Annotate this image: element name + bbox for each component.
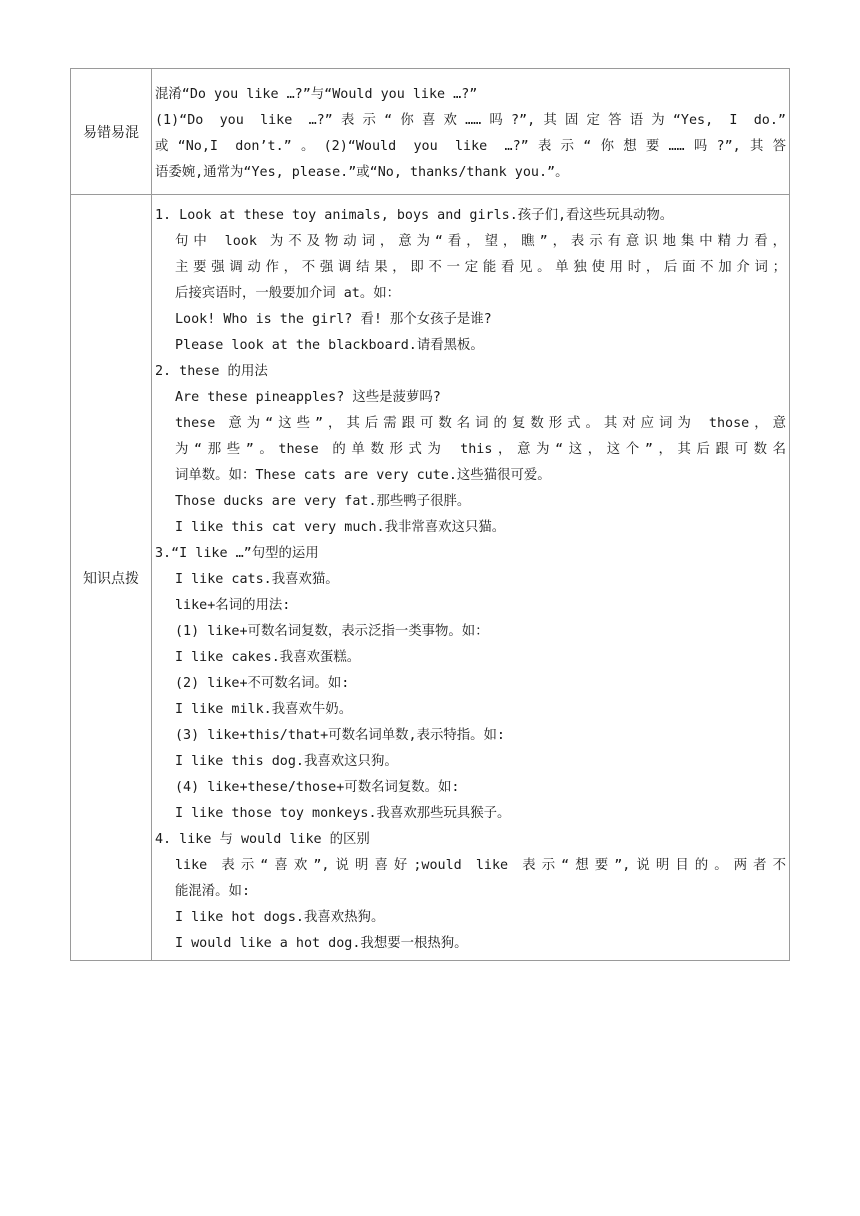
text-line: I like hot dogs.我喜欢热狗。	[175, 909, 385, 925]
text-line: Please look at the blackboard.请看黑板。	[175, 337, 484, 353]
text-line: 为“那些”。these 的单数形式为 this，意为“这，这个”，其后跟可数名	[175, 441, 786, 457]
text-line: 混淆“Do you like …?”与“Would you like …?”	[155, 86, 478, 102]
text-line: Look! Who is the girl? 看! 那个女孩子是谁?	[175, 311, 492, 327]
notes-table	[70, 68, 790, 961]
text-line: 后接宾语时，一般要加介词 at。如：	[175, 285, 401, 301]
text-line: (2) like+不可数名词。如:	[175, 675, 350, 691]
text-line: 语委婉,通常为“Yes, please.”或“No, thanks/thank you.”。	[155, 164, 569, 180]
text-line: 2. these 的用法	[155, 363, 268, 379]
text-line: Those ducks are very fat.那些鸭子很胖。	[175, 493, 471, 509]
row-content	[152, 69, 790, 195]
text-line: like 表示“喜欢”,说明喜好;would like 表示“想要”,说明目的。两者不	[175, 857, 786, 873]
text-line: I like cats.我喜欢猫。	[175, 571, 339, 587]
row-content	[152, 195, 790, 961]
text-line: (1)“Do you like …?”表示“你喜欢……吗?”,其固定答语为“Yes, I do.”	[155, 112, 786, 128]
text-line: like+名词的用法:	[175, 597, 291, 613]
text-line: I like milk.我喜欢牛奶。	[175, 701, 353, 717]
row-label: 知识点拨	[71, 195, 152, 961]
text-line: 1. Look at these toy animals, boys and girls.孩子们,看这些玩具动物。	[155, 207, 674, 223]
text-line: I would like a hot dog.我想要一根热狗。	[175, 935, 468, 951]
row-label: 易错易混	[71, 69, 152, 195]
text-line: 句中 look 为不及物动词，意为“看，望，瞧”，表示有意识地集中精力看，	[175, 233, 786, 249]
text-line: I like those toy monkeys.我喜欢那些玩具猴子。	[175, 805, 511, 821]
text-line: 4. like 与 would like 的区别	[155, 831, 370, 847]
text-line: (3) like+this/that+可数名词单数,表示特指。如:	[175, 727, 505, 743]
text-line: I like cakes.我喜欢蛋糕。	[175, 649, 361, 665]
text-line: these 意为“这些”，其后需跟可数名词的复数形式。其对应词为 those，意	[175, 415, 786, 431]
text-line: 主要强调动作，不强调结果，即不一定能看见。单独使用时，后面不加介词；	[175, 259, 786, 275]
text-line: 词单数。如：These cats are very cute.这些猫很可爱。	[175, 467, 551, 483]
text-line: 或“No,I don’t.”。(2)“Would you like …?”表示“你想要……吗?”,其答	[155, 138, 786, 154]
text-line: 能混淆。如:	[175, 883, 251, 899]
text-line: I like this dog.我喜欢这只狗。	[175, 753, 398, 769]
text-line: I like this cat very much.我非常喜欢这只猫。	[175, 519, 506, 535]
text-line: (1) like+可数名词复数，表示泛指一类事物。如：	[175, 623, 489, 639]
text-line: Are these pineapples? 这些是菠萝吗?	[175, 389, 441, 405]
text-line: (4) like+these/those+可数名词复数。如:	[175, 779, 460, 795]
table-row	[71, 195, 790, 961]
text-line: 3.“I like …”句型的运用	[155, 545, 319, 561]
table-row	[71, 69, 790, 195]
